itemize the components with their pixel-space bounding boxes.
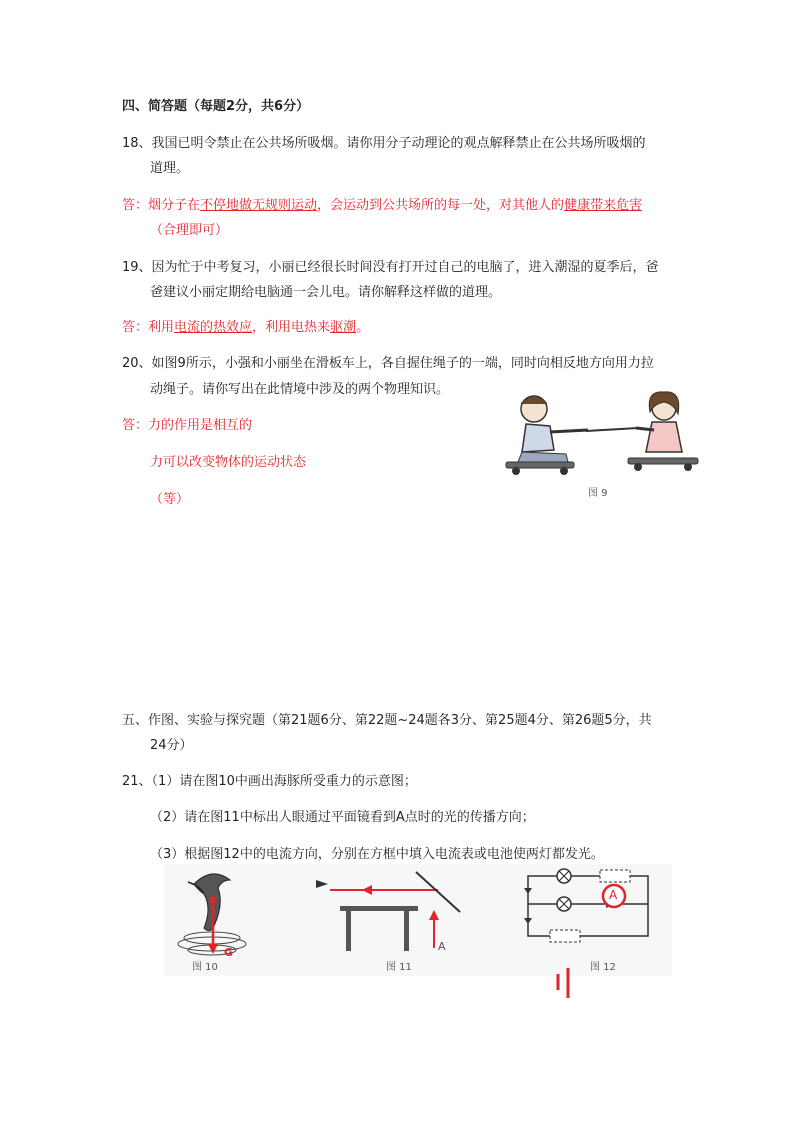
q18-text-line2: 道理。: [150, 161, 190, 176]
figure-9-caption: 图 9: [588, 488, 608, 499]
q18-answer: [122, 196, 642, 216]
section-4-heading: 四、简答题（每题2分，共6分）: [122, 99, 310, 114]
q19-answer: [122, 318, 369, 338]
figure-9: [496, 374, 710, 498]
answer-keyword: 电流的热效应: [174, 320, 253, 335]
eye-icon: [316, 880, 328, 888]
q19-text-line2: 爸建议小丽定期给电脑通一会儿电。请你解释这样做的道理。: [150, 285, 502, 300]
answer-prefix: 答：: [122, 418, 149, 433]
q20-text-line1: 20、如图9所示，小强和小丽坐在滑板车上，各自握住绳子的一端，同时向相反地方向用力拉: [122, 356, 654, 371]
section-5-heading-line2: 24分）: [150, 738, 193, 753]
figures-10-12-strip: [164, 864, 672, 976]
section-5-heading-line1: 五、作图、实验与探究题（第21题6分、第22题~24题各3分、第25题4分、第26题5分，共: [122, 713, 652, 728]
q21-part1: 21、（1）请在图10中画出海豚所受重力的示意图；: [122, 774, 417, 789]
answer-keyword: 健康带来危害: [564, 198, 643, 213]
q20-answer-line3: （等）: [150, 492, 190, 507]
answer-keyword: 不停地做无规则运动: [200, 198, 318, 213]
figure-12-caption: 图 12: [590, 962, 616, 973]
q18-answer-note: （合理即可）: [150, 223, 229, 238]
tug-of-war-illustration: [496, 374, 710, 498]
answer-text: 烟分子在: [148, 198, 201, 213]
answer-text: ，会运动到公共场所的每一处，对其他人的: [317, 198, 565, 213]
answer-text: 。: [356, 320, 370, 335]
q19-text-line1: 19、因为忙于中考复习，小丽已经很长时间没有打开过自己的电脑了，进入潮湿的夏季后，爸: [122, 260, 659, 275]
gravity-label: G: [224, 946, 234, 959]
figure-11-caption: 图 11: [386, 962, 412, 973]
battery-symbol-icon: [552, 966, 582, 1000]
q20-answer-line1: [122, 416, 252, 436]
point-a-label: A: [438, 940, 446, 953]
answer-prefix: 答：: [122, 198, 149, 213]
answer-prefix: 答：: [122, 320, 149, 335]
answer-keyword: 驱潮: [330, 320, 357, 335]
figure-10-caption: 图 10: [192, 962, 218, 973]
q21-part2: （2）请在图11中标出人眼通过平面镜看到A点时的光的传播方向；: [150, 810, 535, 825]
q21-part3: （3）根据图12中的电流方向，分别在方框中填入电流表或电池使两灯都发光。: [150, 847, 604, 862]
q20-text-line2: 动绳子。请你写出在此情境中涉及的两个物理知识。: [150, 382, 450, 397]
answer-text: ，利用电热来: [252, 320, 331, 335]
answer-text: 利用: [148, 320, 175, 335]
ammeter-label: A: [609, 888, 618, 902]
q18-text-line1: 18、我国已明令禁止在公共场所吸烟。请你用分子动理论的观点解释禁止在公共场所吸烟的: [122, 136, 646, 151]
answer-text: 力的作用是相互的: [148, 418, 253, 433]
q20-answer-line2: 力可以改变物体的运动状态: [150, 455, 307, 470]
